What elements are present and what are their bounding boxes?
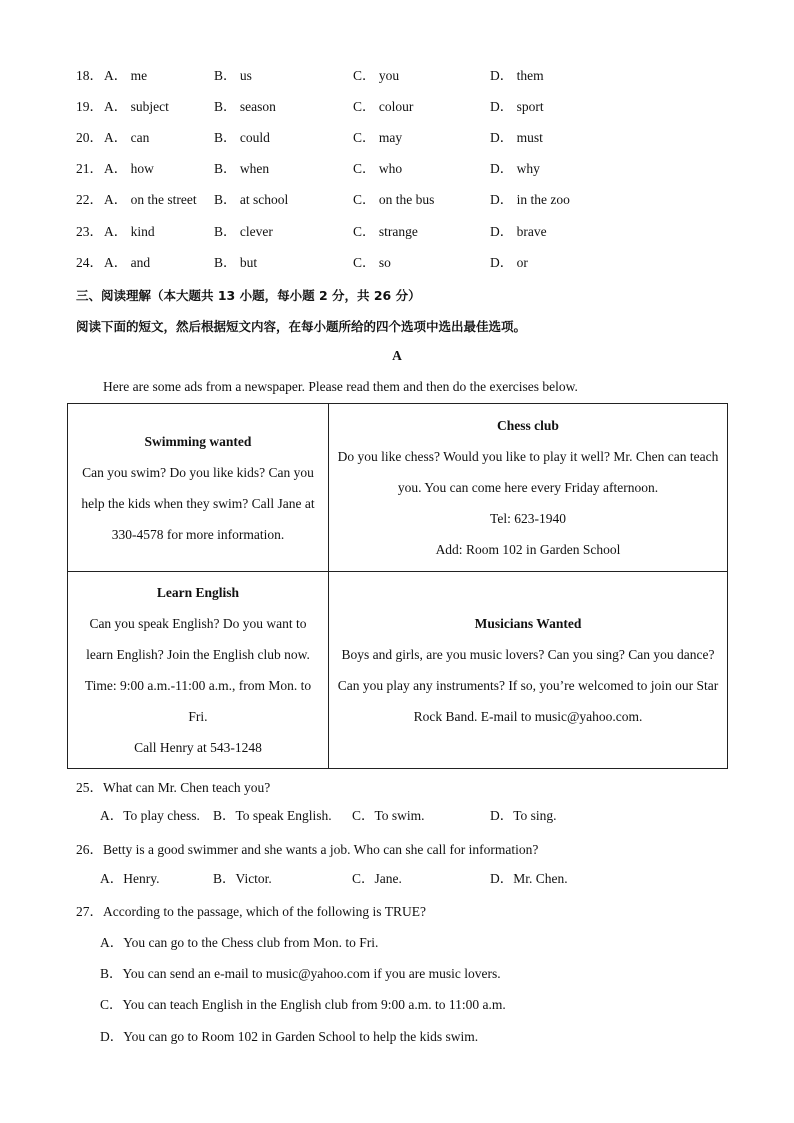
question-27-option-a: A．You can go to the Chess club from Mon. to Fri. [100, 935, 379, 950]
option-d: D． brave [490, 224, 547, 239]
option-d: D．To sing. [490, 808, 557, 823]
option-b: B． clever [214, 224, 273, 239]
question-number: 21． [76, 161, 103, 176]
option-a: A． on the street [104, 192, 197, 207]
option-d: D． in the zoo [490, 192, 570, 207]
question-27-option-c: C．You can teach English in the English club from 9:00 a.m. to 11:00 a.m. [100, 997, 506, 1012]
ad-body: Boys and girls, are you music lovers? Can you sing? Can you dance? Can you play any instruments? If so, you’re welcomed to join our Star Rock Band. E-mail to music@yahoo.com. [337, 647, 719, 724]
ads-table [67, 403, 728, 769]
ad-title: Swimming wanted [144, 433, 252, 449]
option-b: B． but [214, 255, 258, 270]
option-d: D． why [490, 161, 540, 176]
question-number: 22． [76, 192, 103, 207]
option-b: B． could [214, 130, 270, 145]
ad-english [68, 572, 329, 769]
option-d: D． or [490, 255, 528, 270]
ad-call: Call Henry at 543-1248 [134, 740, 262, 755]
ad-swimming [68, 404, 329, 572]
question-number: 23． [76, 224, 103, 239]
option-a: A． subject [104, 99, 169, 114]
option-b: B． at school [214, 192, 289, 207]
option-b: B． us [214, 68, 252, 83]
question-27-stem: 27．According to the passage, which of the following is TRUE? [76, 904, 426, 919]
section-instruction: 阅读下面的短文，然后根据短文内容，在每小题所给的四个选项中选出最佳选项。 [76, 319, 527, 334]
ad-title: Chess club [497, 418, 559, 433]
option-c: C．Jane. [352, 871, 402, 886]
question-number: 20． [76, 130, 103, 145]
option-a: A． me [104, 68, 148, 83]
option-b: B． when [214, 161, 270, 176]
ad-title: Musicians Wanted [474, 616, 582, 631]
option-c: C． who [353, 161, 403, 176]
option-a: A．Henry. [100, 871, 160, 886]
option-a: A．To play chess. [100, 808, 200, 823]
option-b: B．Victor. [213, 871, 272, 886]
question-27-option-d: D．You can go to Room 102 in Garden School to help the kids swim. [100, 1029, 479, 1044]
ad-body: Can you swim? Do you like kids? Can you help the kids when they swim? Call Jane at 330-4578 for more information. [81, 464, 315, 542]
ad-body: Can you speak English? Do you want to learn English? Join the English club now. Time: 9:00 a.m.-11:00 a.m., from Mon. to Fri. [84, 616, 312, 724]
option-d: D． them [490, 68, 544, 83]
passage-intro: Here are some ads from a newspaper. Please read them and then do the exercises below. [103, 379, 578, 394]
section-heading: 三、阅读理解（本大题共 13 小题，每小题 2 分，共 26 分） [76, 288, 421, 303]
option-b: B． season [214, 99, 276, 114]
question-number: 24． [76, 255, 103, 270]
option-c: C．To swim. [352, 808, 425, 823]
question-25-stem: 25．What can Mr. Chen teach you? [76, 780, 271, 795]
option-d: D．Mr. Chen. [490, 871, 568, 886]
option-d: D． must [490, 130, 543, 145]
option-d: D． sport [490, 99, 544, 114]
option-c: C． on the bus [353, 192, 435, 207]
question-26-stem: 26．Betty is a good swimmer and she wants a job. Who can she call for information? [76, 842, 539, 857]
ads-row-2 [68, 572, 728, 769]
ad-address: Add: Room 102 in Garden School [435, 542, 621, 557]
ads-row-1 [68, 404, 728, 572]
option-a: A． can [104, 130, 150, 145]
option-c: C． may [353, 130, 403, 145]
ad-body: Do you like chess? Would you like to play it well? Mr. Chen can teach you. You can come here every Friday afternoon. [337, 449, 719, 495]
ad-chess [329, 404, 728, 572]
option-a: A． kind [104, 224, 155, 239]
option-c: C． so [353, 255, 391, 270]
ad-title: Learn English [156, 585, 240, 600]
option-a: A． and [104, 255, 151, 270]
ad-musicians [329, 572, 728, 769]
question-number: 18． [76, 68, 103, 83]
option-b: B．To speak English. [213, 808, 332, 823]
question-number: 19． [76, 99, 103, 114]
ad-tel: Tel: 623-1940 [490, 511, 566, 526]
option-a: A． how [104, 161, 154, 176]
option-c: C． you [353, 68, 400, 83]
passage-label: A [392, 348, 402, 363]
option-c: C． strange [353, 224, 418, 239]
option-c: C． colour [353, 99, 414, 114]
question-27-option-b: B．You can send an e-mail to music@yahoo.com if you are music lovers. [100, 966, 501, 981]
